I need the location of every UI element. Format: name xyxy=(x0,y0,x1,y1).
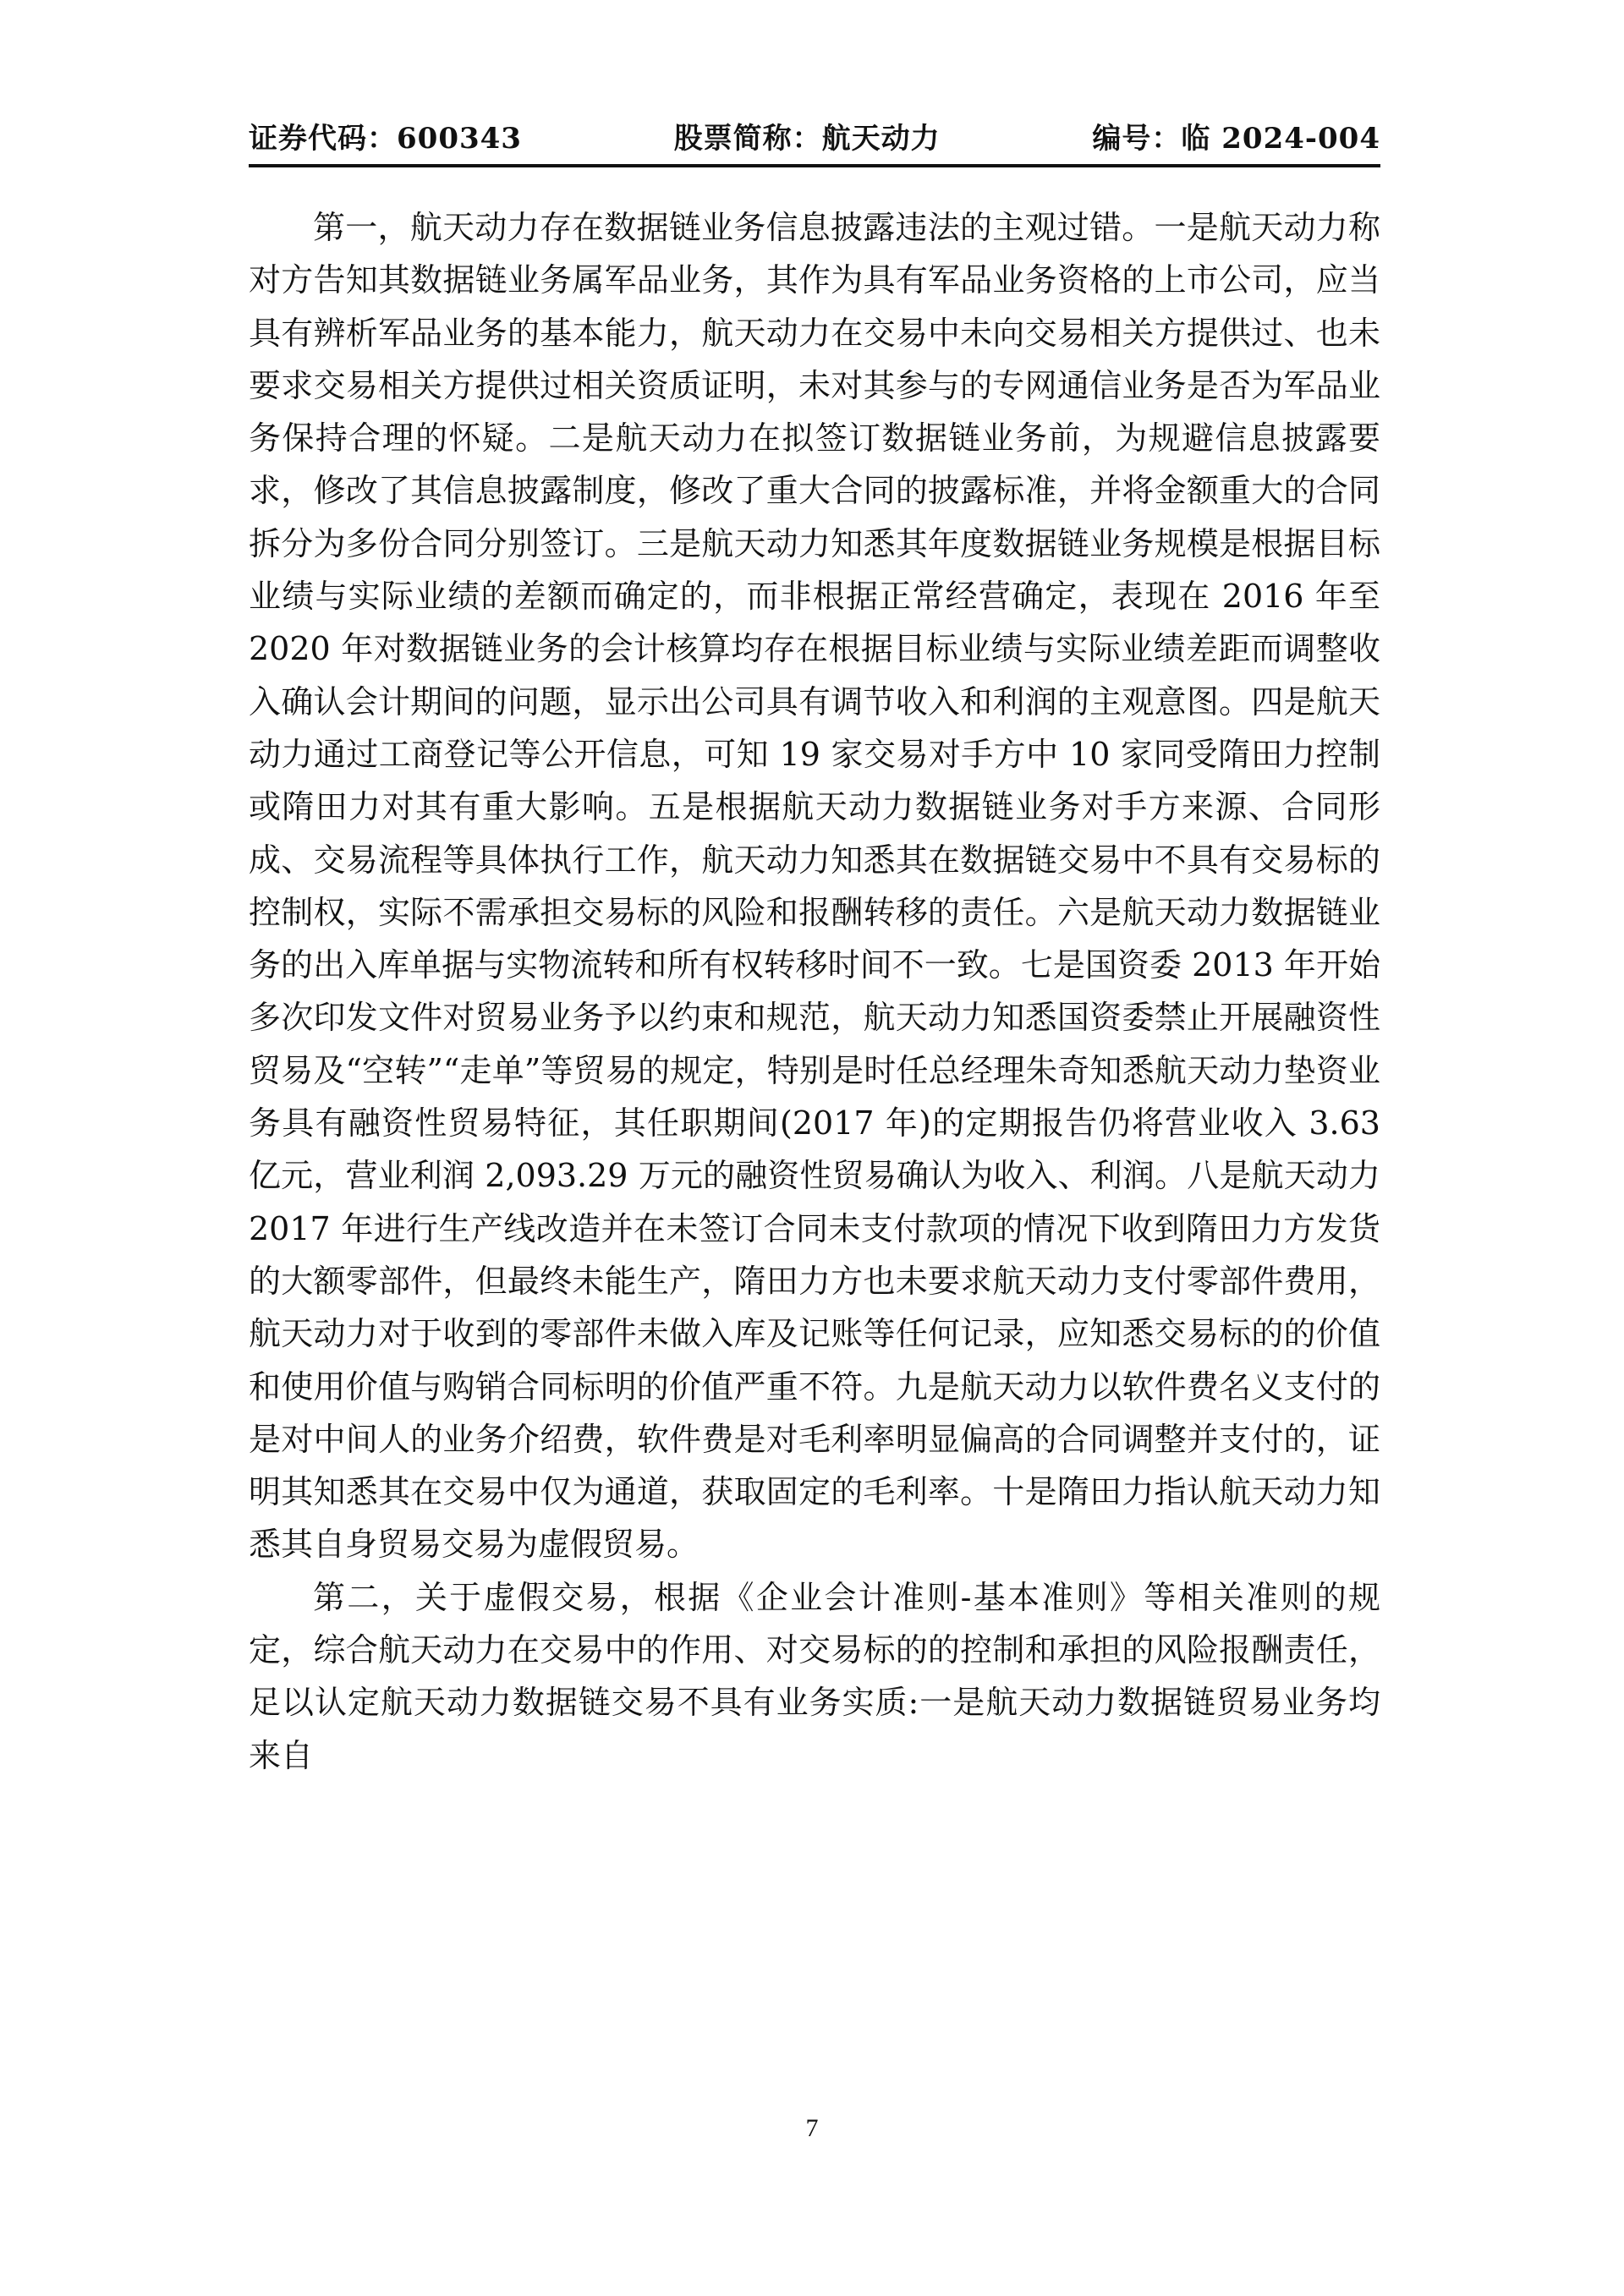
stock-code: 证券代码：600343 xyxy=(249,121,522,156)
stock-name: 股票简称：航天动力 xyxy=(673,121,941,156)
document-number: 编号：临 2024-004 xyxy=(1092,121,1380,156)
paragraph-second: 第二，关于虚假交易，根据《企业会计准则-基本准则》等相关准则的规定，综合航天动力在交易中的作用、对交易标的的控制和承担的风险报酬责任，足以认定航天动力数据链交易不具有业务实质:一是航天动力数据链贸易业务均来自 xyxy=(249,1578,1380,1774)
page-header xyxy=(249,115,1380,156)
document-body xyxy=(249,201,1380,1782)
paragraph-first: 第一，航天动力存在数据链业务信息披露违法的主观过错。一是航天动力称对方告知其数据链业务属军品业务，其作为具有军品业务资格的上市公司，应当具有辨析军品业务的基本能力，航天动力在交易中未向交易相关方提供过、也未要求交易相关方提供过相关资质证明，未对其参与的专网通信业务是否为军品业务保持合理的怀疑。二是航天动力在拟签订数据链业务前，为规避信息披露要求，修改了其信息披露制度，修改了重大合同的披露标准，并将金额重大的合同拆分为多份合同分别签订。三是航天动力知悉其年度数据链业务规模是根据目标业绩与实际业绩的差额而确定的，而非根据正常经营确定，表现在 2016 年至 2020 年对数据链业务的会计核算均存在根据目标业绩与实际业绩差距而调整收入确认会计期间的问题，显示出公司具有调节收入和利润的主观意图。四是航天动力通过工商登记等公开信息，可知 19 家交易对手方中 10 家同受隋田力控制或隋田力对其有重大影响。五是根据航天动力数据链业务对手方来源、合同形成、交易流程等具体执行工作，航天动力知悉其在数据链交易中不具有交易标的控制权，实际不需承担交易标的风险和报酬转移的责任。六是航天动力数据链业务的出入库单据与实物流转和所有权转移时间不一致。七是国资委 2013 年开始多次印发文件对贸易业务予以约束和规范，航天动力知悉国资委禁止开展融资性贸易及“空转”“走单”等贸易的规定，特别是时任总经理朱奇知悉航天动力垫资业务具有融资性贸易特征，其任职期间(2017 年)的定期报告仍将营业收入 3.63 亿元，营业利润 2,093.29 万元的融资性贸易确认为收入、利润。八是航天动力 2017 年进行生产线改造并在未签订合同未支付款项的情况下收到隋田力方发货的大额零部件，但最终未能生产，隋田力方也未要求航天动力支付零部件费用，航天动力对于收到的零部件未做入库及记账等任何记录，应知悉交易标的的价值和使用价值与购销合同标明的价值严重不符。九是航天动力以软件费名义支付的是对中间人的业务介绍费，软件费是对毛利率明显偏高的合同调整并支付的，证明其知悉其在交易中仅为通道，获取固定的毛利率。十是隋田力指认航天动力知悉其自身贸易交易为虚假贸易。 xyxy=(249,209,1380,1564)
page-number: 7 xyxy=(805,2114,819,2142)
header-divider xyxy=(249,164,1380,167)
